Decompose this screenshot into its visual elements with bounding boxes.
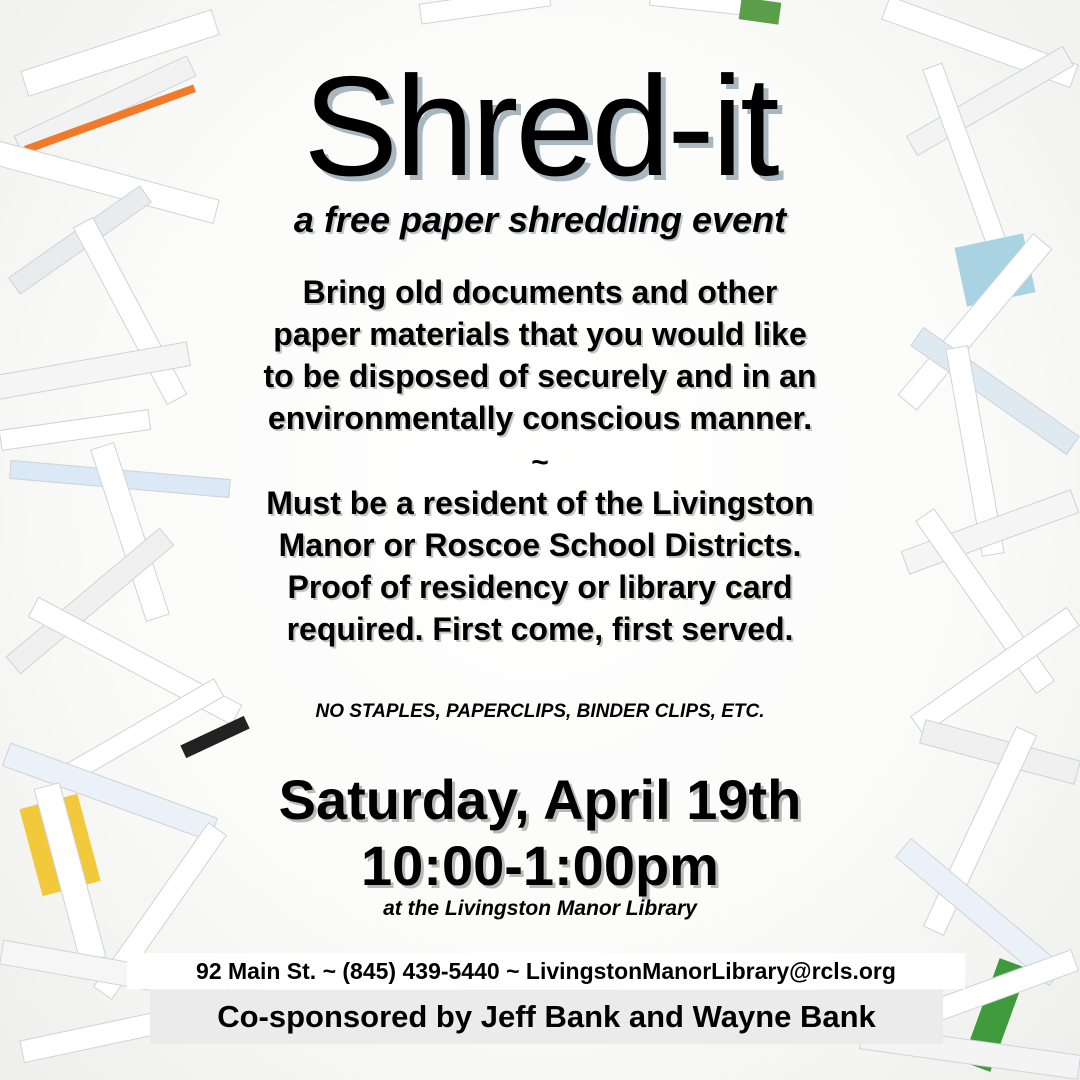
event-time: 10:00-1:00pm [361,834,719,897]
description-line: environmentally conscious manner. [267,400,813,436]
event-date: Saturday, April 19th [278,768,802,831]
eligibility-line: required. First come, first served. [286,611,794,647]
eligibility-line: Proof of residency or library card [287,569,793,605]
eligibility-paragraph [0,482,1080,650]
event-title: Shred-it [303,47,777,206]
sponsor-banner: Co-sponsored by Jeff Bank and Wayne Bank [150,990,943,1044]
event-venue: at the Livingston Manor Library [383,897,697,920]
contact-info: 92 Main St. ~ (845) 439-5440 ~ LivingstonManorLibrary@rcls.org [127,953,965,989]
description-paragraph [0,271,1080,439]
eligibility-line: Must be a resident of the Livingston [266,485,814,521]
description-line: to be disposed of securely and in an [263,358,817,394]
description-line: paper materials that you would like [273,316,807,352]
separator: ~ [531,446,549,479]
restriction-note: NO STAPLES, PAPERCLIPS, BINDER CLIPS, ETC. [315,701,765,722]
description-line: Bring old documents and other [302,274,778,310]
eligibility-line: Manor or Roscoe School Districts. [278,527,802,563]
event-subtitle: a free paper shredding event [293,199,787,240]
